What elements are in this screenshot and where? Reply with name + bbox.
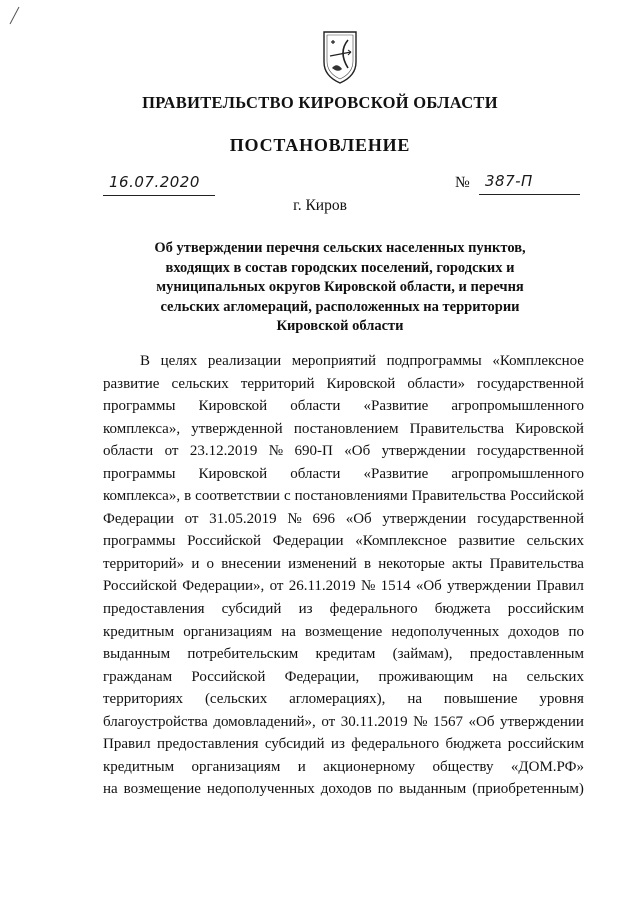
body-paragraph (103, 350, 584, 801)
body-line (103, 463, 584, 486)
body-word: сельских (171, 375, 229, 392)
number-underline (479, 173, 580, 195)
body-word: Правил (103, 736, 151, 753)
body-word: и (297, 758, 306, 775)
body-word: утверждении (381, 443, 466, 460)
subject-line: входящих в состав городских поселений, городских и (165, 259, 515, 276)
body-word: гражданам (103, 668, 173, 685)
body-word: агропромышленного (451, 465, 584, 482)
handwritten-number: 387-П (485, 172, 533, 190)
document-number-field (455, 173, 580, 195)
number-sign-label: № (455, 174, 470, 191)
body-word: «Об (415, 578, 442, 595)
body-word: В (140, 353, 151, 369)
body-word: по (377, 781, 394, 798)
subject-line: Об утверждении перечня сельских населенных пунктов, (154, 240, 526, 256)
body-word: Российской (510, 488, 584, 505)
body-word: доходов (508, 623, 560, 640)
body-word: государственной (477, 375, 584, 392)
document-date-field (103, 173, 215, 196)
body-word: «Об (345, 510, 372, 527)
body-line (103, 688, 584, 711)
body-word: сельских (526, 533, 584, 550)
body-word: «Развитие (363, 398, 429, 415)
body-word: № (413, 713, 428, 730)
body-word: Правительства (489, 555, 584, 572)
body-line (103, 373, 584, 396)
body-word: Кировской (198, 465, 268, 482)
body-word: Кировской (198, 398, 268, 415)
body-word: Федерации», (182, 578, 265, 595)
body-word: утверждении (500, 713, 584, 730)
body-word: на (407, 691, 422, 708)
body-word: целях (160, 353, 198, 369)
body-word: «Комплексное (492, 353, 584, 369)
body-word: с (283, 488, 291, 505)
body-word: территорий (240, 375, 315, 392)
body-word: в (363, 555, 372, 572)
body-word: 690-П (294, 443, 333, 460)
body-word: программы (103, 465, 176, 482)
body-word: о (206, 555, 215, 572)
body-word: из (298, 601, 313, 618)
body-line (103, 395, 584, 418)
body-word: бюджета (434, 601, 491, 618)
body-line (103, 711, 584, 734)
body-word: недополученных (206, 781, 315, 798)
body-word: от (164, 443, 179, 460)
body-word: потребительским (187, 646, 299, 663)
document-type-heading: ПОСТАНОВЛЕНИЕ (229, 135, 411, 155)
body-word: Федерации, (284, 668, 360, 685)
body-word: выданным (399, 781, 467, 798)
body-word: по (568, 623, 584, 640)
body-word: предоставленным (469, 646, 584, 663)
handwritten-date: 16.07.2020 (109, 173, 200, 191)
body-line (103, 643, 584, 666)
body-word: российским (507, 736, 584, 753)
body-word: организациям (191, 758, 281, 775)
body-line (103, 756, 584, 779)
body-word: повышение (443, 691, 518, 708)
body-word: комплекса», (103, 488, 181, 505)
body-word: бюджета (445, 736, 502, 753)
body-word: некоторые (378, 555, 445, 572)
body-word: № (287, 510, 302, 527)
body-word: выданным (103, 646, 171, 663)
body-word: субсидий (221, 601, 282, 618)
city-line: г. Киров (293, 197, 347, 214)
body-line (103, 575, 584, 598)
body-word: развитие (103, 375, 160, 392)
body-word: соответствии (195, 488, 280, 505)
body-word: российским (507, 601, 584, 618)
body-word: государственной (477, 510, 584, 527)
body-word: недополученных (391, 623, 500, 640)
body-word: сельских (526, 668, 584, 685)
body-word: от (321, 713, 336, 730)
body-word: на (103, 781, 118, 798)
body-word: утвержденной (191, 420, 283, 437)
body-word: из (330, 736, 345, 753)
body-word: Федерации (272, 533, 344, 550)
body-word: «Комплексное (355, 533, 447, 550)
body-line (103, 733, 584, 756)
body-word: № (360, 578, 376, 595)
body-line (103, 508, 584, 531)
body-word: развитие (458, 533, 515, 550)
body-word: «ДОМ.РФ» (510, 758, 584, 775)
body-word: программы (103, 398, 176, 415)
body-word: федерального (351, 736, 440, 753)
body-word: и (191, 555, 200, 572)
body-word: акты (452, 555, 483, 572)
body-word: Федерации (103, 510, 174, 527)
body-word: в (184, 488, 192, 505)
body-word: уровня (539, 691, 584, 708)
body-word: 696 (312, 510, 335, 527)
body-word: акционерному (323, 758, 416, 775)
body-word: «Развитие (363, 465, 429, 482)
body-word: на (492, 668, 508, 685)
body-word: (приобретенным) (472, 781, 584, 798)
body-word: организациям (183, 623, 273, 640)
body-line (103, 621, 584, 644)
subject-line: сельских агломераций, расположенных на территории (160, 298, 520, 315)
body-word: Правил (536, 578, 584, 595)
body-line (103, 666, 584, 689)
body-word: возмещение (123, 781, 201, 798)
subject-line: Кировской области (276, 318, 404, 334)
document-subject (140, 239, 540, 337)
body-word: возмещение (305, 623, 383, 640)
body-word: 26.11.2019 (288, 578, 356, 595)
government-title: ПРАВИТЕЛЬСТВО КИРОВСКОЙ ОБЛАСТИ (142, 93, 498, 112)
body-word: на (281, 623, 296, 640)
body-word: внесении (221, 555, 281, 572)
body-word: области (290, 465, 341, 482)
body-word: № (268, 443, 284, 460)
body-line (103, 530, 584, 553)
body-word: проживающим (378, 668, 474, 685)
body-word: Российской (191, 668, 266, 685)
kirov-coat-of-arms-icon (318, 28, 362, 86)
pen-stroke-mark (7, 6, 21, 26)
body-line (103, 418, 584, 441)
body-word: территориях (103, 691, 184, 708)
body-word: мероприятий (291, 353, 376, 369)
body-word: агломерациях), (289, 691, 386, 708)
body-word: утверждении (382, 510, 467, 527)
body-line (103, 598, 584, 621)
body-line (103, 485, 584, 508)
body-line (103, 440, 584, 463)
body-line (103, 553, 584, 576)
body-word: подпрограммы (386, 353, 482, 369)
body-word: постановлениями (294, 488, 408, 505)
body-word: территорий» (103, 555, 185, 572)
body-word: Российской (187, 533, 262, 550)
body-word: домовладений», (213, 713, 316, 730)
body-word: утверждении (447, 578, 532, 595)
body-word: кредитам (315, 646, 376, 663)
body-word: изменений (288, 555, 357, 572)
body-word: от (269, 578, 284, 595)
body-word: предоставления (103, 601, 205, 618)
subject-line: муниципальных округов Кировской области, и перечня (156, 279, 524, 295)
body-word: благоустройства (103, 713, 208, 730)
body-word: Кировской (326, 375, 396, 392)
body-word: (займам), (392, 646, 453, 663)
body-word: области (290, 398, 341, 415)
body-word: комплекса», (103, 420, 181, 437)
body-word: 1514 (380, 578, 411, 595)
body-word: доходов (320, 781, 372, 798)
body-word: Правительства (411, 488, 506, 505)
body-word: «Об (344, 443, 371, 460)
body-word: «Об (468, 713, 495, 730)
body-word: области (103, 443, 154, 460)
body-word: Правительства (409, 420, 505, 437)
body-word: предоставления (156, 736, 259, 753)
body-word: федерального (329, 601, 418, 618)
body-word: реализации (207, 353, 282, 369)
body-word: Российской (103, 578, 177, 595)
body-word: субсидий (264, 736, 325, 753)
body-word: 23.12.2019 (189, 443, 258, 460)
body-word: программы (103, 533, 176, 550)
body-word: Кировской (515, 420, 584, 437)
body-word: 31.05.2019 (209, 510, 277, 527)
body-word: постановлением (293, 420, 399, 437)
body-word: 30.11.2019 (340, 713, 408, 730)
body-line (103, 350, 584, 373)
body-word: кредитным (103, 623, 175, 640)
body-word: 1567 (433, 713, 463, 730)
body-word: области» (407, 375, 465, 392)
body-word: (сельских (204, 691, 268, 708)
body-line (103, 778, 584, 801)
body-word: кредитным (103, 758, 175, 775)
body-word: от (184, 510, 199, 527)
body-word: агропромышленного (451, 398, 584, 415)
body-word: государственной (477, 443, 584, 460)
body-word: обществу (432, 758, 494, 775)
